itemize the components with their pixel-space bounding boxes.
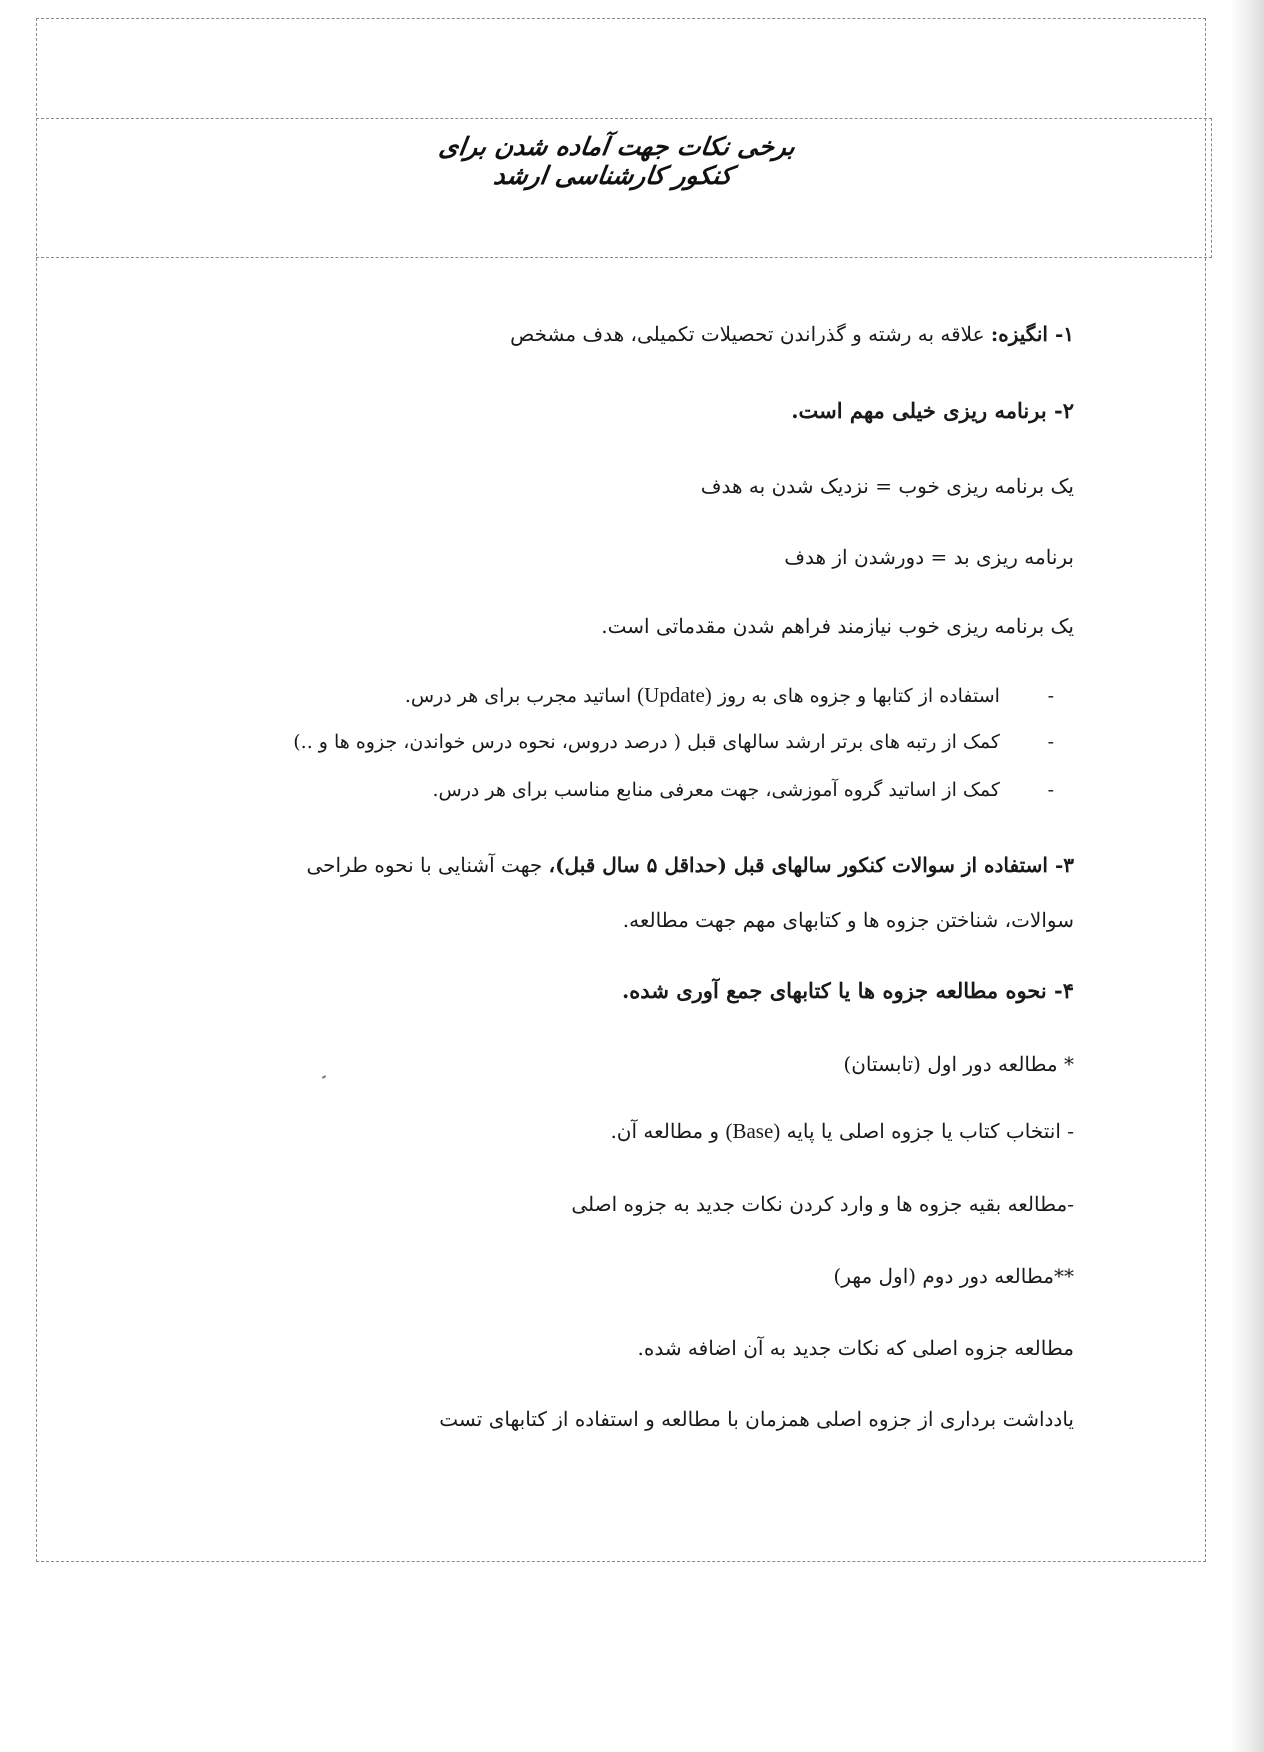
bullet-text-before: استفاده از کتابها و جزوه های به روز xyxy=(717,685,1000,707)
item-3-past-exams xyxy=(306,853,1074,877)
item-4-heading: ۴- نحوه مطالعه جزوه ها یا کتابهای جمع آوری شده. xyxy=(621,978,1074,1003)
item-3-line-2: سوالات، شناختن جزوه ها و کتابهای مهم جهت مطالعه. xyxy=(622,908,1074,932)
item-2-bad-plan: برنامه ریزی بد = دورشدن از هدف xyxy=(784,545,1074,569)
item-4-round-2: **مطالعه دور دوم (اول مهر) xyxy=(833,1264,1074,1288)
item-3-rest: جهت آشنایی با نحوه طراحی xyxy=(306,853,543,877)
bullet-text-after: اساتید مجرب برای هر درس. xyxy=(404,685,632,707)
select-text-before: - انتخاب کتاب یا جزوه اصلی یا پایه xyxy=(786,1119,1074,1143)
item-4-study-rest: -مطالعه بقیه جزوه ها و وارد کردن نکات جدید به جزوه اصلی xyxy=(571,1192,1074,1216)
item-2-heading: ۲- برنامه ریزی خیلی مهم است. xyxy=(791,398,1074,423)
bullet-text: کمک از رتبه های برتر ارشد سالهای قبل ( درصد دروس، نحوه درس خواندن، جزوه ها و ..) xyxy=(293,731,1000,753)
document-title: برخی نکات جهت آماده شدن برای کنکور کارشناسی ارشد xyxy=(437,132,798,190)
bullet-professors xyxy=(432,779,1054,801)
item-3-bold: ۳- استفاده از سوالات کنکور سالهای قبل (حداقل ۵ سال قبل)، xyxy=(548,853,1074,877)
bullet-english-term: (Update) xyxy=(637,683,712,707)
item-1-label: ۱- انگیزه: xyxy=(990,322,1074,346)
item-4-main-study: مطالعه جزوه اصلی که نکات جدید به آن اضافه شده. xyxy=(637,1336,1074,1360)
bullet-text: کمک از اساتید گروه آموزشی، جهت معرفی منابع مناسب برای هر درس. xyxy=(432,779,1000,801)
item-4-round-1: * مطالعه دور اول (تابستان) xyxy=(843,1052,1074,1076)
bullet-dash: - xyxy=(1047,685,1054,707)
select-english-term: (Base) xyxy=(725,1119,781,1143)
item-2-prerequisites: یک برنامه ریزی خوب نیازمند فراهم شدن مقدماتی است. xyxy=(601,614,1074,638)
item-2-good-plan: یک برنامه ریزی خوب = نزدیک شدن به هدف xyxy=(700,474,1074,498)
bullet-dash: - xyxy=(1047,779,1054,801)
item-1-text: علاقه به رشته و گذراندن تحصیلات تکمیلی، هدف مشخص xyxy=(510,322,985,346)
item-1-motivation xyxy=(510,322,1074,346)
item-4-note-taking: یادداشت برداری از جزوه اصلی همزمان با مطالعه و استفاده از کتابهای تست xyxy=(439,1407,1074,1431)
scan-edge xyxy=(1230,0,1264,1752)
bullet-top-ranks xyxy=(293,731,1054,753)
item-4-select-base xyxy=(610,1119,1074,1144)
bullet-dash: - xyxy=(1047,731,1054,753)
bullet-updated-books xyxy=(405,683,1054,708)
select-text-after: و مطالعه آن. xyxy=(610,1119,720,1143)
